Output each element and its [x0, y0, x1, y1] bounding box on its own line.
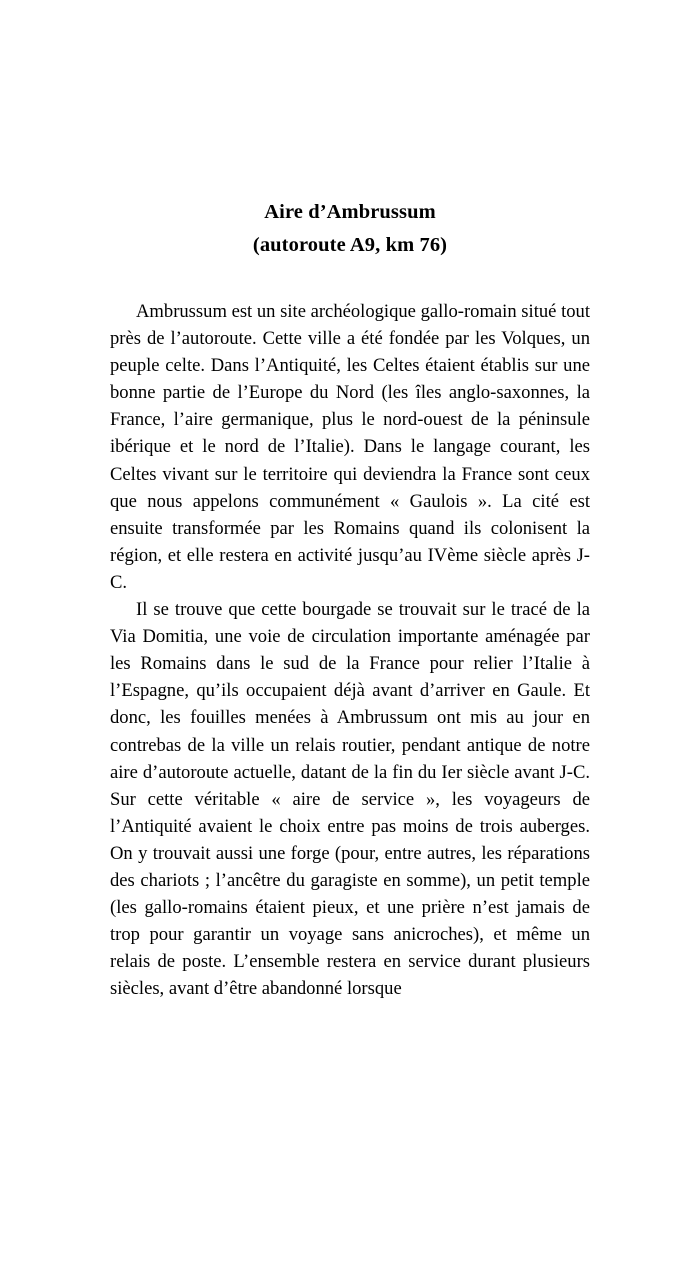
title-line-secondary: (autoroute A9, km 76) [252, 234, 448, 256]
page-title [110, 196, 590, 262]
paragraph: Il se trouve que cette bourgade se trouvait sur le tracé de la Via Domitia, une voie de circulation importante aménagée par les Romains dans le sud de la France pour relier l’Italie à l’Espagne, qu’ils occupaient déjà avant d’arriver en Gaule. Et donc, les fouilles menées à Ambrussum ont mis au jour en contrebas de la ville un relais routier, pendant antique de notre aire d’autoroute actuelle, datant de la fin du Ier siècle avant J-C. Sur cette véritable « aire de service », les voyageurs de l’Antiquité avaient le choix entre pas moins de trois auberges. On y trouvait aussi une forge (pour, entre autres, les réparations des chariots ; l’ancêtre du garagiste en somme), un petit temple (les gallo-romains étaient pieux, et une prière n’est jamais de trop pour garantir un voyage sans anicroches), et même un relais de poste. L’ensemble restera en service durant plusieurs siècles, avant d’être abandonné lorsque [110, 599, 590, 1000]
document-page [0, 196, 700, 1276]
body-text [110, 298, 590, 1002]
title-line-primary: Aire d’Ambrussum [264, 201, 436, 223]
paragraph: Ambrussum est un site archéologique gallo-romain situé tout près de l’autoroute. Cette ville a été fondée par les Volques, un peuple celte. Dans l’Antiquité, les Celtes étaient établis sur une bonne partie de l’Europe du Nord (les îles anglo-saxonnes, la France, l’aire germanique, plus le nord-ouest de la péninsule ibérique et le nord de l’Italie). Dans le langage courant, les Celtes vivant sur le territoire qui deviendra la France sont ceux que nous appelons communément « Gaulois ». La cité est ensuite transformée par les Romains quand ils colonisent la région, et elle restera en activité jusqu’au IVème siècle après J-C. [110, 301, 590, 593]
